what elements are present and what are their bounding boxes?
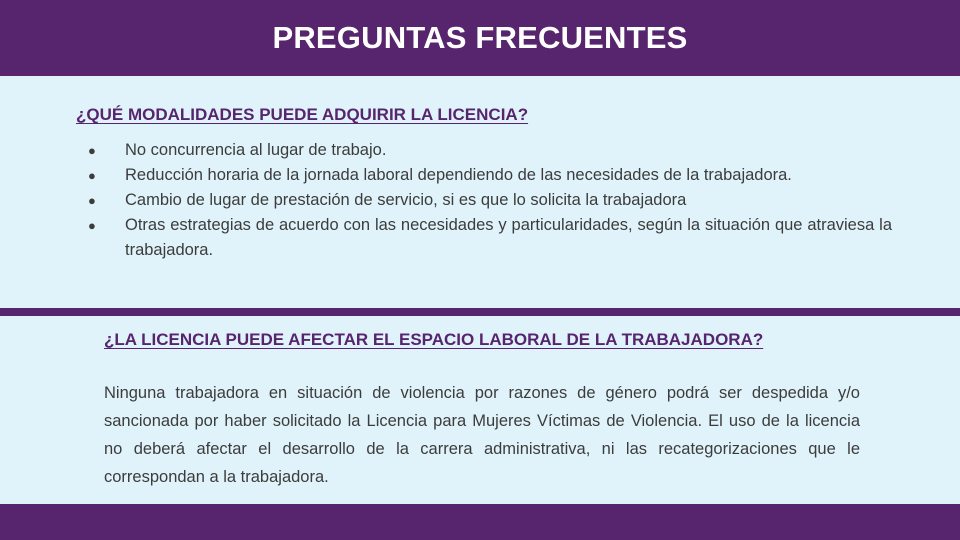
- modalities-list: [76, 138, 892, 263]
- bullet-icon: ●: [88, 218, 96, 233]
- list-item-text: Reducción horaria de la jornada laboral dependiendo de las necesidades de la trabajadora.: [125, 166, 792, 184]
- list-item: [76, 138, 892, 163]
- list-item: [76, 213, 892, 263]
- list-item: [76, 188, 892, 213]
- list-item-text: Cambio de lugar de prestación de servicio, si es que lo solicita la trabajadora: [125, 191, 687, 209]
- section-divider: [0, 308, 960, 316]
- bullet-icon: ●: [88, 143, 96, 158]
- question-heading-workplace: ¿LA LICENCIA PUEDE AFECTAR EL ESPACIO LABORAL DE LA TRABAJADORA?: [104, 330, 764, 349]
- list-item-text: Otras estrategias de acuerdo con las necesidades y particularidades, según la situación que atraviesa la trabajadora.: [125, 216, 892, 259]
- faq-section-modalities: [0, 76, 960, 308]
- list-item-text: No concurrencia al lugar de trabajo.: [125, 141, 387, 159]
- header-bar: [0, 0, 960, 76]
- bullet-icon: ●: [88, 193, 96, 208]
- footer-bar: [0, 504, 960, 540]
- answer-paragraph: Ninguna trabajadora en situación de violencia por razones de género podrá ser despedida y/o sancionada por haber solicitado la Licencia para Mujeres Víctimas de Violencia. El uso de la licencia no deberá afectar el desarrollo de la carrera administrativa, ni las recategorizaciones que le correspondan a la trabajadora.: [104, 384, 860, 486]
- faq-section-workplace: [0, 316, 960, 504]
- question-heading-modalities: ¿QUÉ MODALIDADES PUEDE ADQUIRIR LA LICENCIA?: [76, 105, 529, 124]
- bullet-icon: ●: [88, 168, 96, 183]
- list-item: [76, 163, 892, 188]
- page-title: PREGUNTAS FRECUENTES: [272, 20, 688, 55]
